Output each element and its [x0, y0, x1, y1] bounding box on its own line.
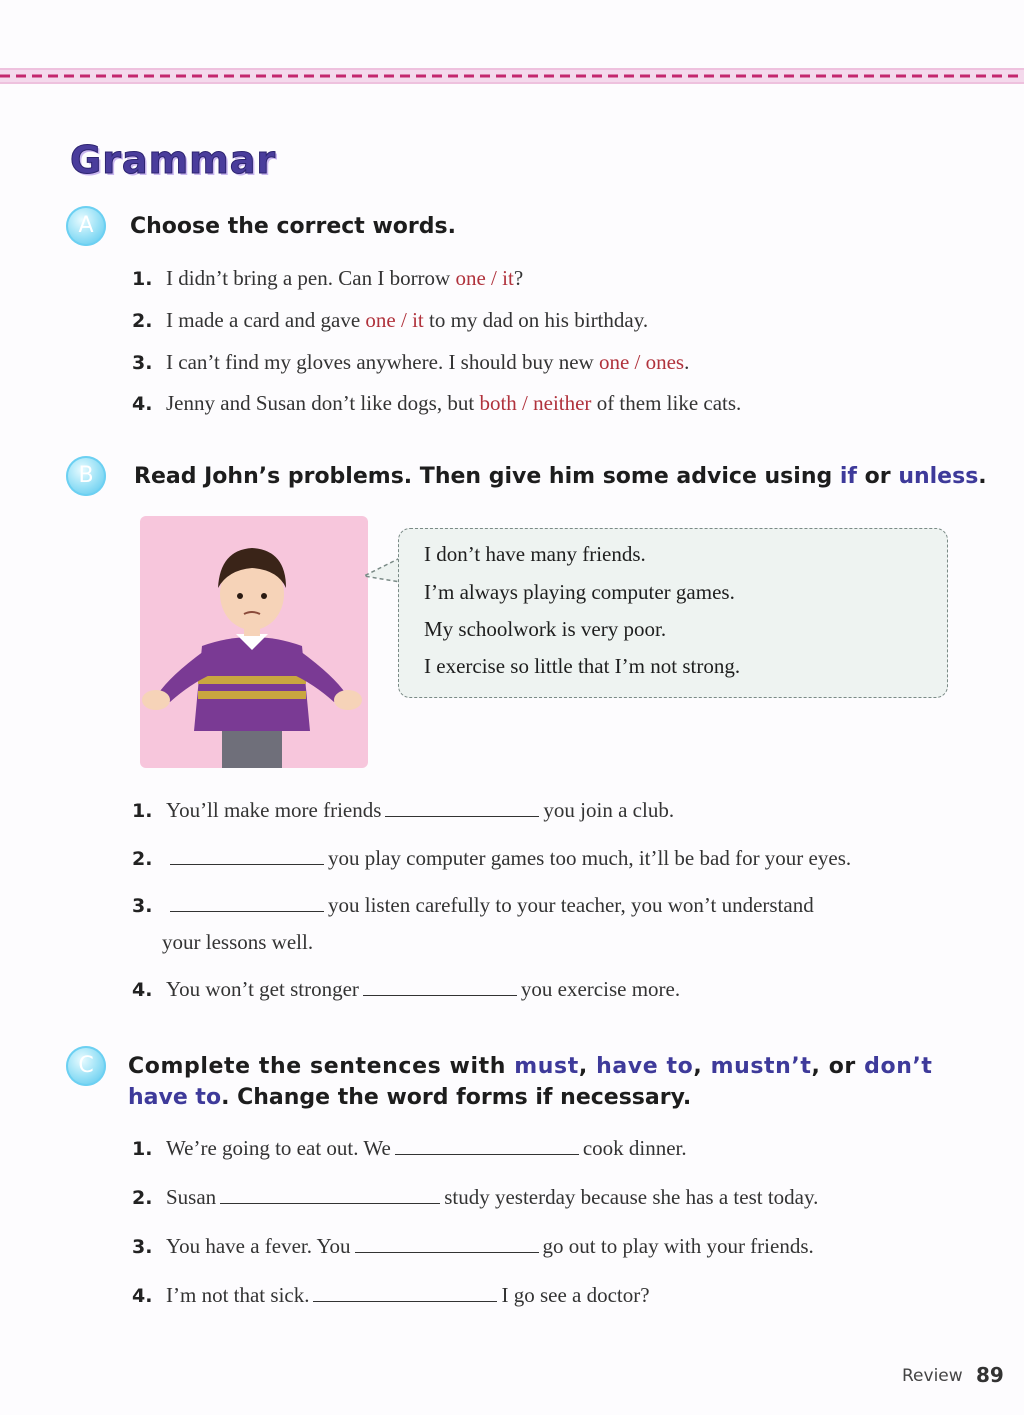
section-b-item-2: 2. you play computer games too much, it’ll be bad for your eyes. — [132, 846, 852, 870]
choice-option[interactable]: one — [598, 350, 630, 374]
answer-blank[interactable] — [385, 798, 539, 817]
speech-bubble-tail-icon — [362, 556, 402, 584]
problem-line-4: I exercise so little that I’m not strong. — [424, 654, 741, 678]
dashed-border-top — [0, 66, 1024, 86]
choice-option[interactable]: one — [455, 266, 486, 290]
section-c-badge: C — [66, 1046, 106, 1086]
section-b-item-3-continued: your lessons well. — [162, 930, 314, 954]
choice-option[interactable]: neither — [533, 391, 592, 415]
footer-section-label: Review — [902, 1366, 963, 1386]
answer-blank[interactable] — [363, 977, 517, 996]
section-b-heading: Read John’s problems. Then give him some advice using if or unless. — [134, 464, 987, 489]
section-b-item-3: 3. you listen carefully to your teacher, you won’t understand — [132, 893, 814, 917]
answer-blank[interactable] — [313, 1283, 497, 1302]
section-c-heading-line-2: have to. Change the word forms if necessary. — [128, 1085, 692, 1110]
section-a-item-3: 3. I can’t find my gloves anywhere. I should buy new one / ones. — [132, 350, 690, 374]
section-a-item-4: 4. Jenny and Susan don’t like dogs, but both / neither of them like cats. — [132, 391, 742, 415]
section-b-item-1: 1. You’ll make more friends you join a club. — [132, 798, 675, 822]
section-a-item-2: 2. I made a card and gave one / it to my dad on his birthday. — [132, 308, 649, 332]
answer-blank[interactable] — [170, 846, 324, 865]
section-c-item-2: 2. Susan study yesterday because she has a test today. — [132, 1185, 819, 1209]
problem-line-1: I don’t have many friends. — [424, 542, 646, 566]
section-a-heading: Choose the correct words. — [130, 214, 456, 239]
section-b-badge: B — [66, 456, 106, 496]
choice-option[interactable]: ones — [645, 350, 685, 374]
problem-line-2: I’m always playing computer games. — [424, 580, 735, 604]
answer-blank[interactable] — [395, 1136, 579, 1155]
choice-option[interactable]: one — [365, 308, 396, 332]
answer-blank[interactable] — [220, 1185, 440, 1204]
boy-figure-icon — [140, 516, 368, 768]
problem-line-3: My schoolwork is very poor. — [424, 617, 667, 641]
section-c-item-4: 4. I’m not that sick. I go see a doctor? — [132, 1283, 650, 1307]
page-number: 89 — [976, 1363, 1004, 1387]
page-title: Grammar — [70, 138, 277, 182]
boy-illustration — [140, 516, 368, 768]
section-b-item-4: 4. You won’t get stronger you exercise more. — [132, 977, 681, 1001]
answer-blank[interactable] — [355, 1234, 539, 1253]
section-a-item-1: 1. I didn’t bring a pen. Can I borrow one / it? — [132, 266, 524, 290]
choice-option[interactable]: it — [502, 266, 514, 290]
section-a-badge: A — [66, 206, 106, 246]
section-c-heading-line-1: Complete the sentences with must, have to, mustn’t, or don’t — [128, 1054, 933, 1079]
answer-blank[interactable] — [170, 893, 324, 912]
section-c-item-1: 1. We’re going to eat out. We cook dinner. — [132, 1136, 687, 1160]
choice-option[interactable]: it — [412, 308, 424, 332]
choice-option[interactable]: both — [479, 391, 517, 415]
section-c-item-3: 3. You have a fever. You go out to play with your friends. — [132, 1234, 814, 1258]
